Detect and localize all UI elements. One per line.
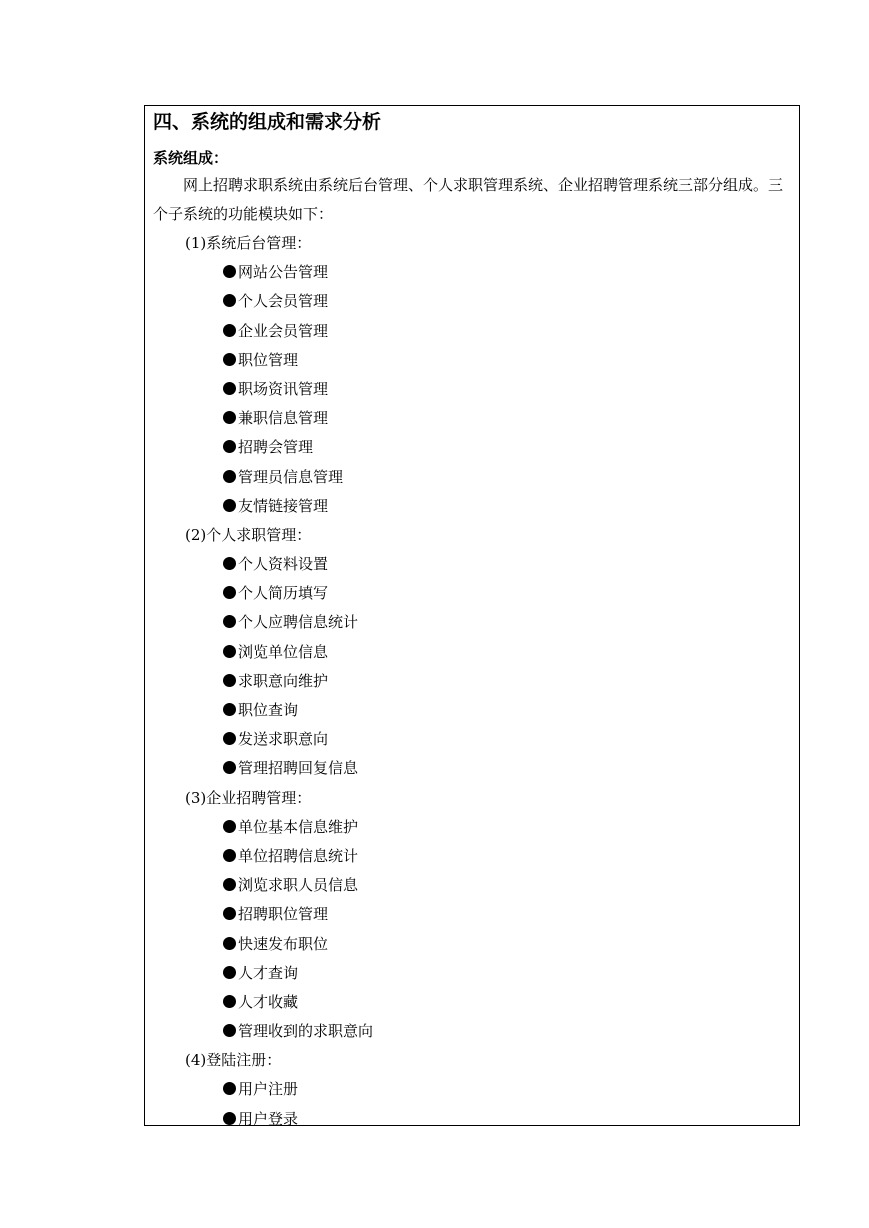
list-item bbox=[153, 317, 793, 346]
bullet-icon bbox=[223, 937, 236, 950]
list-item-label: 人才收藏 bbox=[238, 992, 299, 1011]
bullet-icon bbox=[223, 1024, 236, 1037]
list-item-label: 用户登录 bbox=[238, 1109, 299, 1128]
list-item-label: 网站公告管理 bbox=[238, 263, 329, 282]
bullet-icon bbox=[223, 1082, 236, 1095]
list-item-label: 职位查询 bbox=[238, 701, 299, 719]
list-item bbox=[153, 754, 793, 783]
bullet-icon bbox=[223, 849, 236, 862]
list-item bbox=[153, 813, 793, 842]
intro-paragraph: 网上招聘求职系统由系统后台管理、个人求职管理系统、企业招聘管理系统三部分组成。三个子系统的功能模块如下： bbox=[153, 176, 784, 223]
list-item bbox=[153, 608, 793, 637]
list-item-label: 浏览求职人员信息 bbox=[238, 876, 359, 895]
list-item bbox=[153, 463, 793, 492]
bullet-icon bbox=[223, 820, 236, 833]
list-item bbox=[153, 346, 793, 375]
bullet-icon bbox=[223, 470, 236, 483]
document-frame bbox=[144, 105, 800, 1126]
bullet-icon bbox=[223, 382, 236, 395]
list-item-label: 人才查询 bbox=[238, 963, 299, 982]
list-item-label: 友情链接管理 bbox=[238, 496, 329, 515]
module-groups bbox=[153, 229, 793, 1134]
group-title: (3)企业招聘管理： bbox=[185, 788, 312, 807]
list-item-label: 个人应聘信息统计 bbox=[238, 613, 359, 632]
bullet-icon bbox=[223, 878, 236, 891]
bullet-icon bbox=[223, 294, 236, 307]
list-item bbox=[153, 579, 793, 608]
list-item bbox=[153, 667, 793, 696]
list-item bbox=[153, 871, 793, 900]
list-item bbox=[153, 988, 793, 1017]
bullet-icon bbox=[223, 907, 236, 920]
group-title: (4)登陆注册： bbox=[185, 1051, 282, 1070]
list-item bbox=[153, 725, 793, 754]
group-title: (1)系统后台管理： bbox=[185, 234, 312, 252]
list-item bbox=[153, 1017, 793, 1046]
list-item-label: 个人简历填写 bbox=[238, 584, 329, 603]
bullet-icon bbox=[223, 353, 236, 366]
list-item-label: 职位管理 bbox=[238, 350, 299, 369]
bullet-icon bbox=[223, 732, 236, 745]
list-item bbox=[153, 1075, 793, 1104]
group-title: (2)个人求职管理： bbox=[185, 525, 312, 544]
list-item-label: 浏览单位信息 bbox=[238, 642, 329, 661]
bullet-icon bbox=[223, 499, 236, 512]
list-item-label: 管理招聘回复信息 bbox=[238, 759, 359, 778]
bullet-icon bbox=[223, 674, 236, 687]
list-item-label: 管理员信息管理 bbox=[238, 467, 344, 486]
subheading: 系统组成： bbox=[153, 149, 229, 167]
list-item bbox=[153, 287, 793, 316]
list-item bbox=[153, 433, 793, 462]
list-item bbox=[153, 959, 793, 988]
list-item bbox=[153, 404, 793, 433]
bullet-icon bbox=[223, 411, 236, 424]
bullet-icon bbox=[223, 586, 236, 599]
list-item-label: 快速发布职位 bbox=[238, 934, 329, 953]
list-item-label: 求职意向维护 bbox=[238, 671, 329, 690]
bullet-icon bbox=[223, 995, 236, 1008]
bullet-icon bbox=[223, 440, 236, 453]
list-item bbox=[153, 1105, 793, 1134]
list-item bbox=[153, 842, 793, 871]
bullet-icon bbox=[223, 615, 236, 628]
list-item-label: 职场资讯管理 bbox=[238, 379, 329, 398]
list-item bbox=[153, 696, 793, 725]
list-item bbox=[153, 375, 793, 404]
bullet-icon bbox=[223, 324, 236, 337]
list-item-label: 招聘会管理 bbox=[238, 438, 314, 457]
list-item-label: 用户注册 bbox=[238, 1080, 299, 1099]
bullet-icon bbox=[223, 645, 236, 658]
bullet-icon bbox=[223, 265, 236, 278]
list-item bbox=[153, 638, 793, 667]
bullet-icon bbox=[223, 966, 236, 979]
list-item bbox=[153, 930, 793, 959]
list-item-label: 企业会员管理 bbox=[238, 321, 329, 340]
list-item bbox=[153, 550, 793, 579]
list-item-label: 单位基本信息维护 bbox=[238, 817, 359, 836]
list-item bbox=[153, 258, 793, 287]
list-item-label: 个人会员管理 bbox=[238, 292, 329, 311]
bullet-icon bbox=[223, 557, 236, 570]
list-item-label: 招聘职位管理 bbox=[238, 905, 329, 924]
section-title: 四、系统的组成和需求分析 bbox=[153, 111, 382, 133]
list-item-label: 兼职信息管理 bbox=[238, 409, 329, 428]
bullet-icon bbox=[223, 703, 236, 716]
bullet-icon bbox=[223, 1112, 236, 1125]
list-item bbox=[153, 900, 793, 929]
list-item-label: 单位招聘信息统计 bbox=[238, 846, 359, 865]
bullet-icon bbox=[223, 761, 236, 774]
list-item bbox=[153, 492, 793, 521]
list-item-label: 管理收到的求职意向 bbox=[238, 1022, 374, 1041]
list-item-label: 个人资料设置 bbox=[238, 555, 329, 574]
list-item-label: 发送求职意向 bbox=[238, 730, 329, 749]
